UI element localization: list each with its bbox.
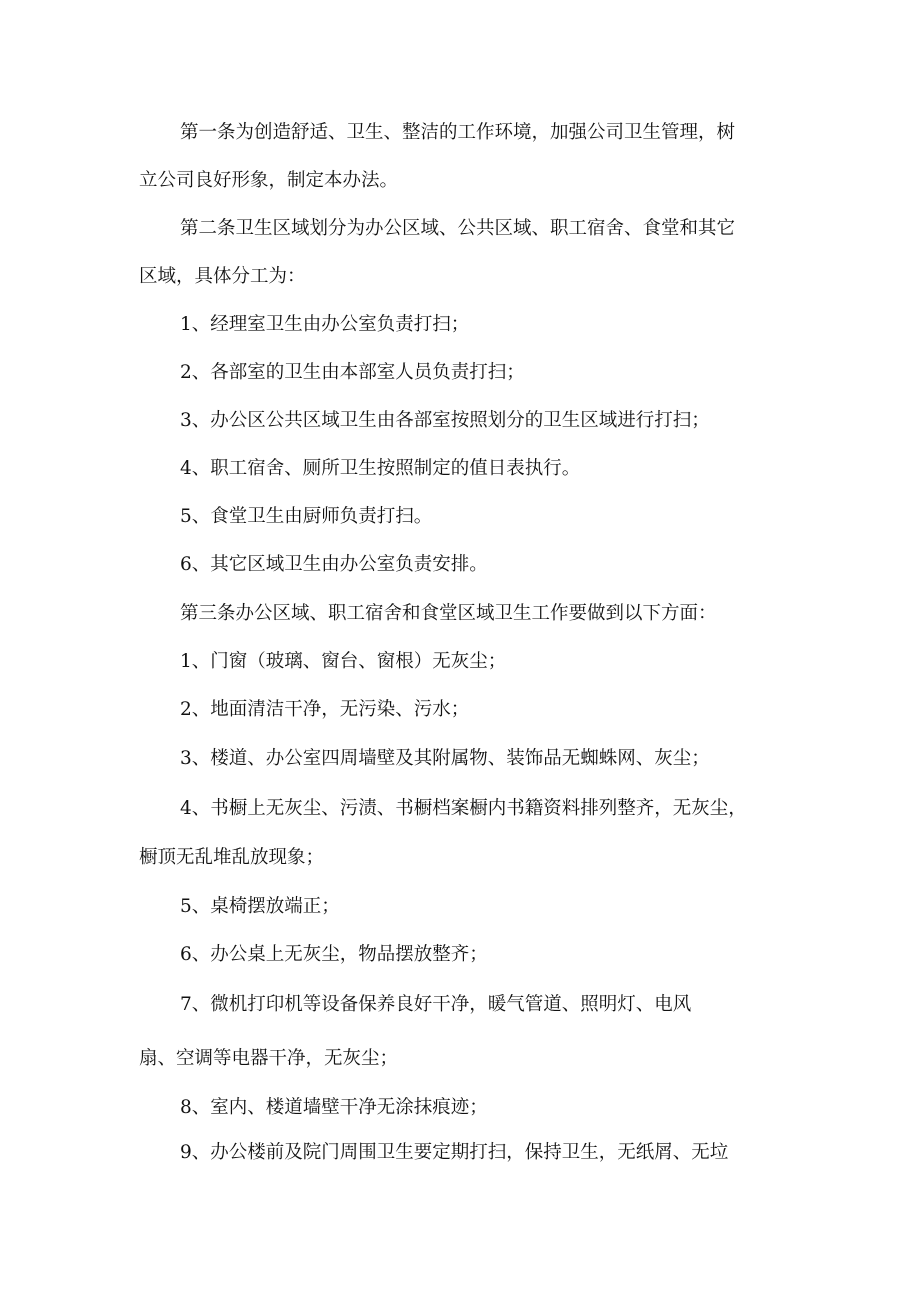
article-2-item-3: 3、办公区公共区域卫生由各部室按照划分的卫生区域进行打扫； (180, 410, 710, 431)
article-3-item-1: 1、门窗（玻璃、窗台、窗根）无灰尘； (180, 651, 507, 672)
article-3-item-8: 8、室内、楼道墙壁干净无涂抹痕迹； (180, 1097, 488, 1118)
article-3-item-5: 5、桌椅摆放端正； (180, 896, 340, 917)
article-3-item-7-line-2: 扇、空调等电器干净，无灰尘； (139, 1048, 399, 1069)
article-2-line-1: 第二条卫生区域划分为办公区域、公共区域、职工宿舍、食堂和其它 (180, 218, 736, 239)
article-2-item-1: 1、经理室卫生由办公室负责打扫； (180, 314, 470, 335)
article-3-item-4-line-1: 4、书橱上无灰尘、污渍、书橱档案橱内书籍资料排列整齐，无灰尘， (180, 798, 747, 819)
article-2-item-2: 2、各部室的卫生由本部室人员负责打扫； (180, 362, 525, 383)
article-2-item-5: 5、食堂卫生由厨师负责打扫。 (180, 506, 433, 527)
article-2-line-2: 区域，具体分工为： (139, 266, 306, 287)
article-3-item-2: 2、地面清洁干净，无污染、污水； (180, 699, 470, 720)
article-2-item-6: 6、其它区域卫生由办公室负责安排。 (180, 554, 488, 575)
article-1-line-2: 立公司良好形象，制定本办法。 (139, 170, 399, 191)
article-3-item-9-line-1: 9、办公楼前及院门周围卫生要定期打扫，保持卫生，无纸屑、无垃 (180, 1142, 729, 1163)
article-3-item-4-line-2: 橱顶无乱堆乱放现象； (139, 847, 325, 868)
article-3-item-3: 3、楼道、办公室四周墙壁及其附属物、装饰品无蜘蛛网、灰尘； (180, 748, 710, 769)
article-3-item-7-line-1: 7、微机打印机等设备保养良好干净，暖气管道、照明灯、电风 (180, 994, 692, 1015)
article-3-item-6: 6、办公桌上无灰尘，物品摆放整齐； (180, 944, 488, 965)
article-2-item-4: 4、职工宿舍、厕所卫生按照制定的值日表执行。 (180, 458, 581, 479)
article-1-line-1: 第一条为创造舒适、卫生、整洁的工作环境，加强公司卫生管理，树 (180, 122, 736, 143)
article-3-line-1: 第三条办公区域、职工宿舍和食堂区域卫生工作要做到以下方面： (180, 603, 717, 624)
